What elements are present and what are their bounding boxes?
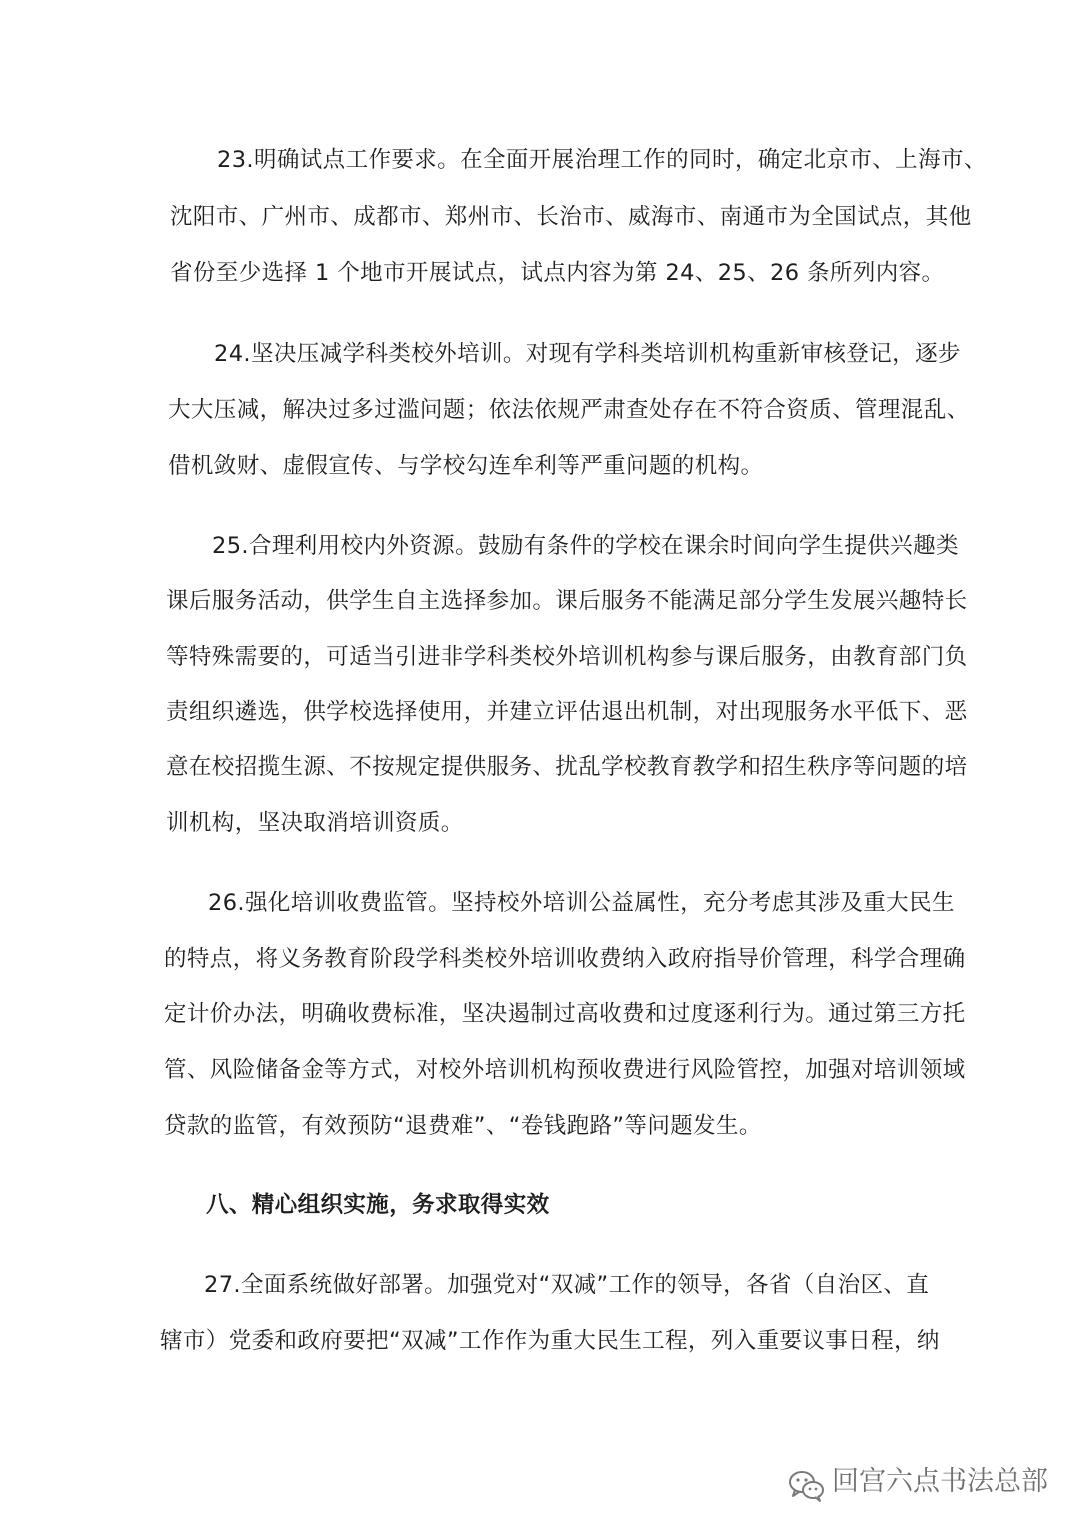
paragraph-25-line-6: 训机构，坚决取消培训资质。 — [166, 810, 464, 836]
paragraph-24-line-2: 大大压减，解决过多过滥问题；依法依规严肃查处存在不符合资质、管理混乱、 — [168, 397, 970, 423]
paragraph-26-line-5: 贷款的监管，有效预防“退费难”、“卷钱跑路”等问题发生。 — [164, 1113, 762, 1139]
paragraph-26-line-4: 管、风险储备金等方式，对校外培训机构预收费进行风险管控，加强对培训领域 — [164, 1057, 966, 1083]
paragraph-26-line-1: 26.强化培训收费监管。坚持校外培训公益属性，充分考虑其涉及重大民生 — [208, 890, 955, 916]
paragraph-25-line-4: 责组织遴选，供学校选择使用，并建立评估退出机制，对出现服务水平低下、恶 — [166, 699, 968, 725]
paragraph-25-line-1: 25.合理利用校内外资源。鼓励有条件的学校在课余时间向学生提供兴趣类 — [212, 533, 959, 559]
paragraph-27-line-2: 辖市）党委和政府要把“双减”工作作为重大民生工程，列入重要议事日程，纳 — [160, 1328, 940, 1354]
section-8-heading: 八、精心组织实施，务求取得实效 — [206, 1192, 550, 1218]
paragraph-26-line-2: 的特点，将义务教育阶段学科类校外培训收费纳入政府指导价管理，科学合理确 — [164, 946, 966, 972]
paragraph-24-line-1: 24.坚决压减学科类校外培训。对现有学科类培训机构重新审核登记，逐步 — [214, 341, 961, 367]
paragraph-24-line-3: 借机敛财、虚假宣传、与学校勾连牟利等严重问题的机构。 — [168, 453, 764, 479]
paragraph-23-line-1: 23.明确试点工作要求。在全面开展治理工作的同时，确定北京市、上海市、 — [217, 147, 987, 173]
paragraph-27-line-1: 27.全面系统做好部署。加强党对“双减”工作的领导，各省（自治区、直 — [204, 1272, 930, 1298]
watermark-text: 回宫六点书法总部 — [832, 1466, 1048, 1497]
paragraph-26-line-3: 定计价办法，明确收费标准，坚决遏制过高收费和过度逐利行为。通过第三方托 — [164, 1001, 966, 1027]
paragraph-25-line-3: 等特殊需要的，可适当引进非学科类校外培训机构参与课后服务，由教育部门负 — [166, 644, 968, 670]
paragraph-25-line-5: 意在校招揽生源、不按规定提供服务、扰乱学校教育教学和招生秩序等问题的培 — [166, 754, 968, 780]
wechat-icon — [786, 1465, 826, 1505]
paragraph-23-line-2: 沈阳市、广州市、成都市、郑州市、长治市、威海市、南通市为全国试点，其他 — [170, 204, 972, 230]
paragraph-25-line-2: 课后服务活动，供学生自主选择参加。课后服务不能满足部分学生发展兴趣特长 — [166, 588, 968, 614]
paragraph-23-line-3: 省份至少选择 1 个地市开展试点，试点内容为第 24、25、26 条所列内容。 — [170, 260, 945, 286]
